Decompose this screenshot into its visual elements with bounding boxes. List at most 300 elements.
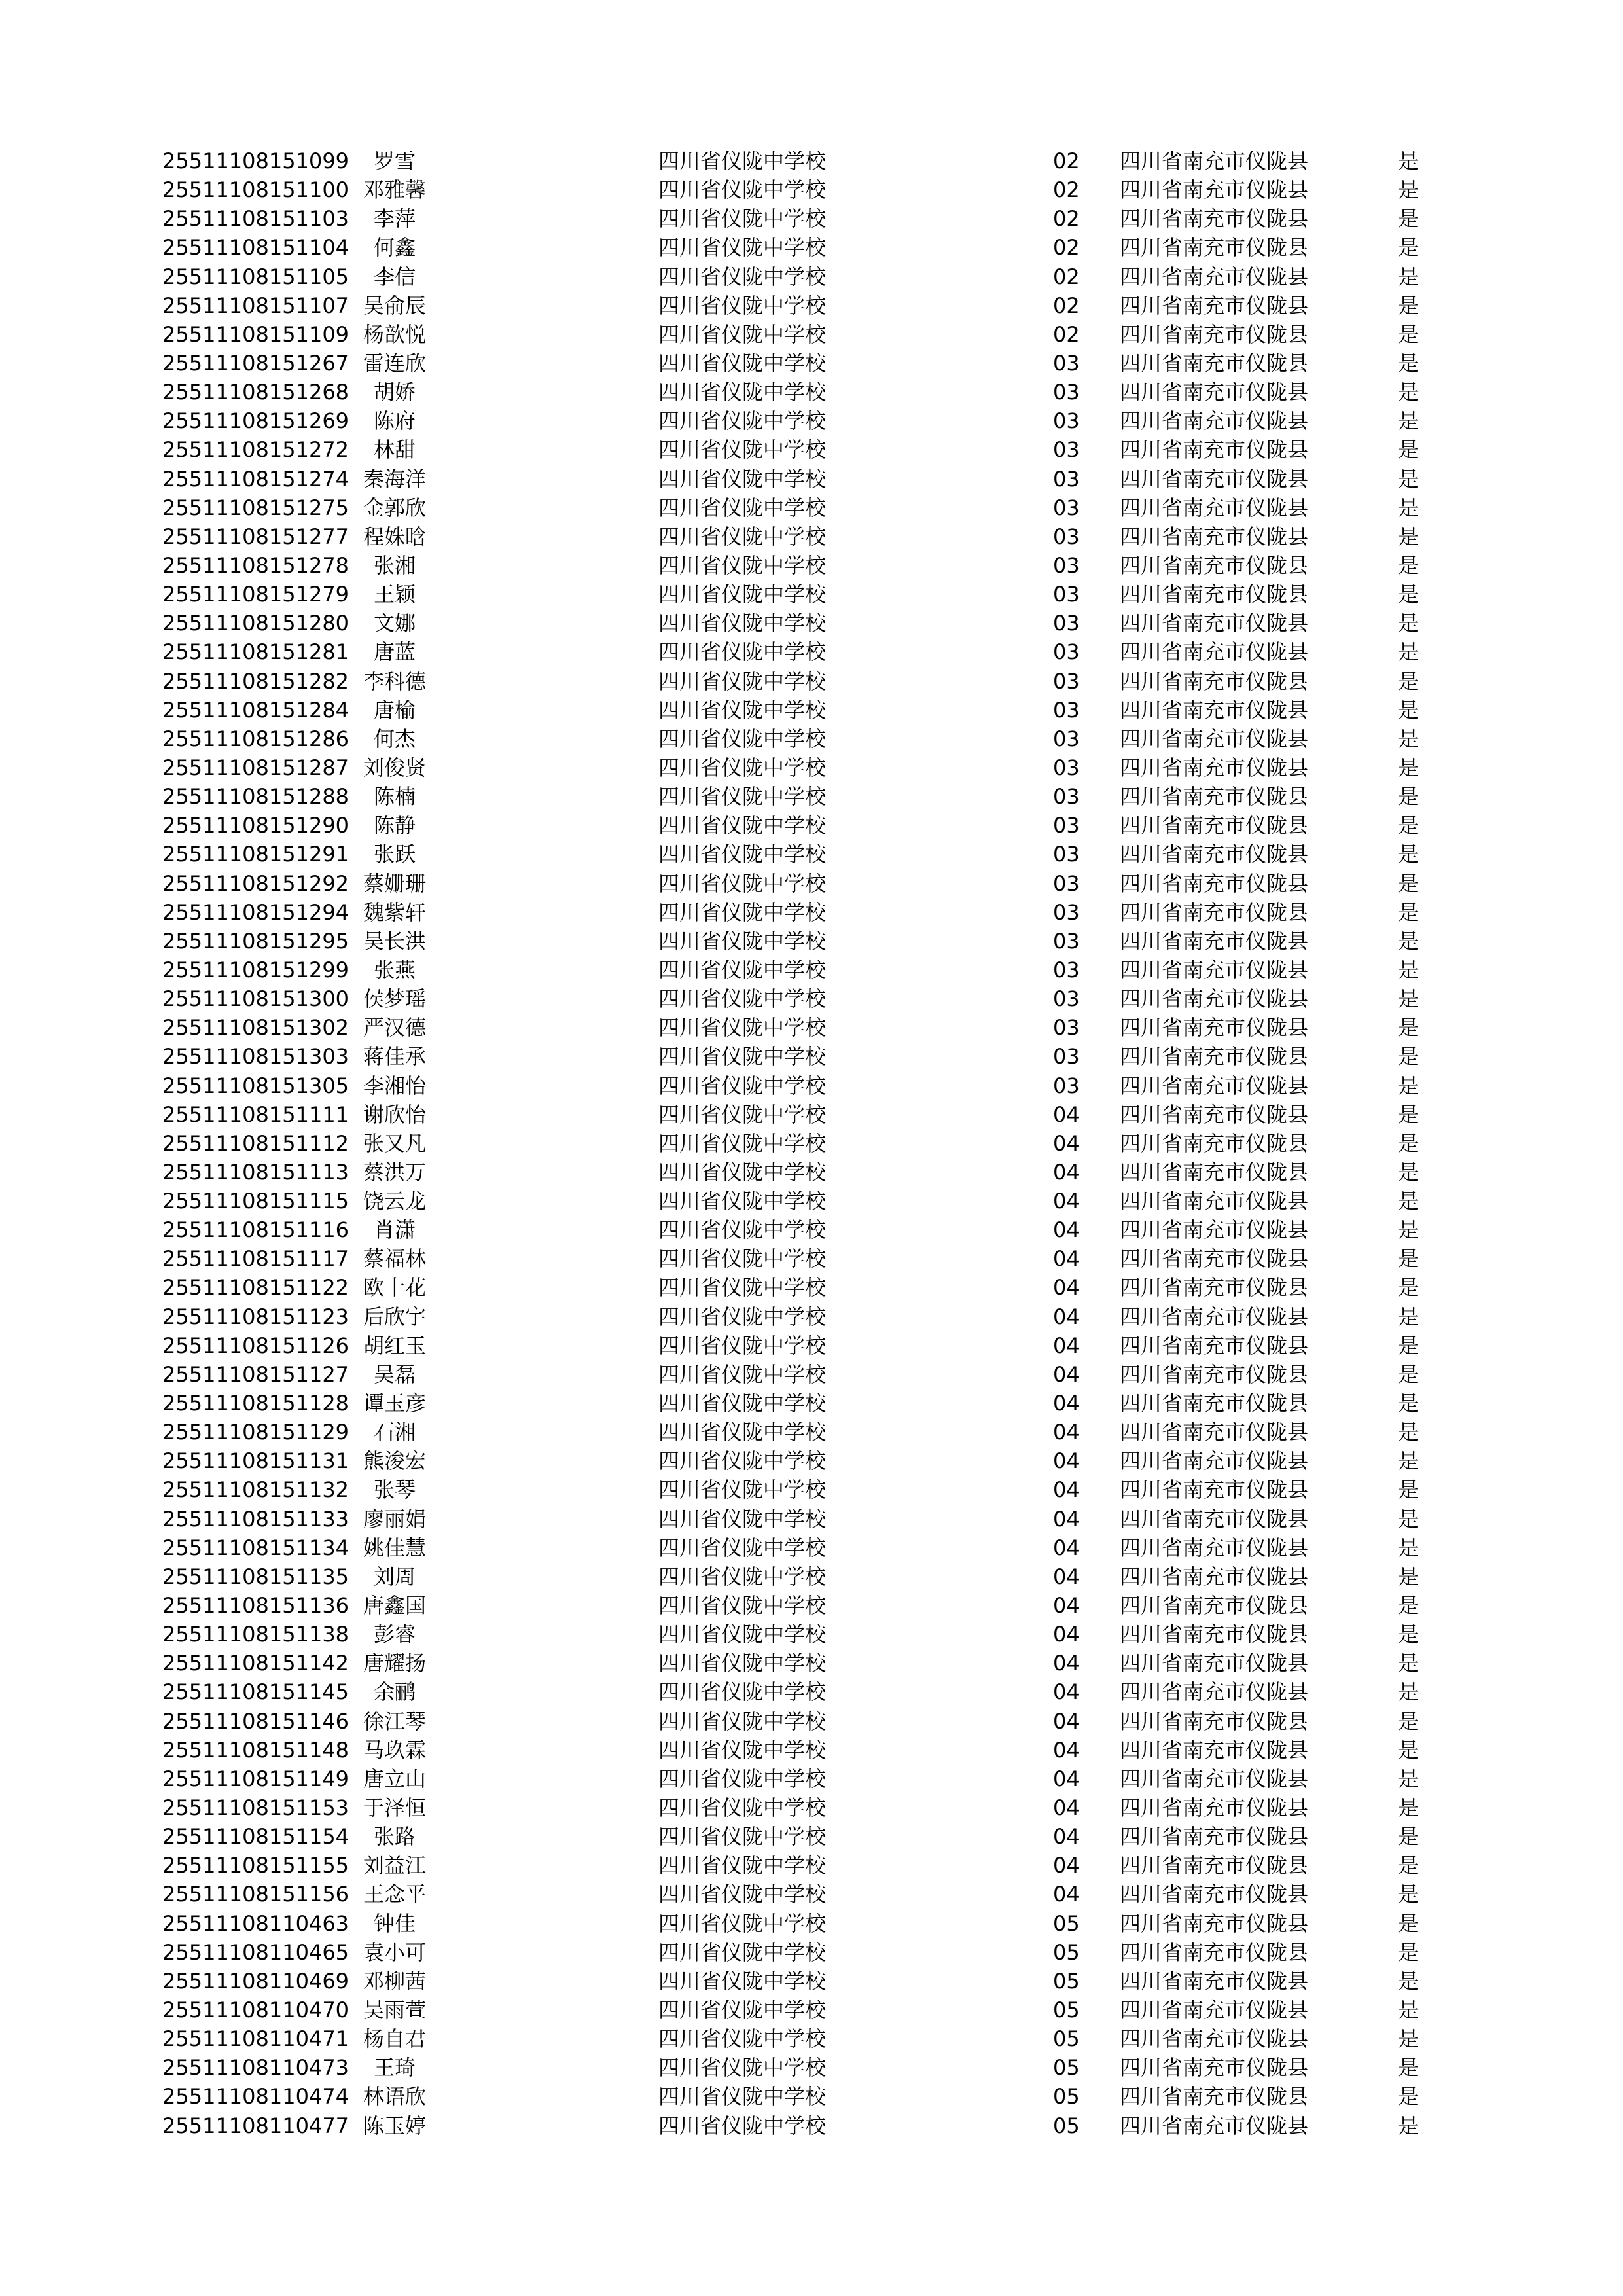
region-cell: 四川省南充市仪陇县 (1120, 1448, 1309, 1474)
region-cell: 四川省南充市仪陇县 (1120, 1853, 1309, 1878)
class-cell: 03 (1053, 466, 1080, 492)
region-cell: 四川省南充市仪陇县 (1120, 408, 1309, 434)
school-cell: 四川省仪陇中学校 (658, 408, 827, 434)
exam-number-cell: 25511108151279 (162, 582, 349, 607)
region-cell: 四川省南充市仪陇县 (1120, 1044, 1309, 1069)
table-row (162, 435, 1471, 464)
student-name-cell: 文娜 (373, 611, 416, 636)
flag-cell: 是 (1398, 466, 1419, 492)
exam-number-cell: 25511108151127 (162, 1361, 349, 1387)
flag-cell: 是 (1398, 1275, 1419, 1300)
exam-number-cell: 25511108151300 (162, 986, 349, 1012)
student-name-cell: 吴长洪 (363, 928, 426, 954)
table-row (162, 1649, 1471, 1677)
flag-cell: 是 (1398, 2084, 1419, 2109)
exam-number-cell: 25511108151113 (162, 1159, 349, 1185)
school-cell: 四川省仪陇中学校 (658, 235, 827, 260)
region-cell: 四川省南充市仪陇县 (1120, 177, 1309, 203)
student-name-cell: 金郭欣 (363, 495, 426, 520)
exam-number-cell: 25511108151299 (162, 957, 349, 982)
table-row (162, 204, 1471, 233)
student-name-cell: 李信 (373, 264, 416, 289)
table-row (162, 1736, 1471, 1765)
school-cell: 四川省仪陇中学校 (658, 755, 827, 780)
table-row (162, 1967, 1471, 1996)
exam-number-cell: 25511108151295 (162, 928, 349, 954)
table-row (162, 1244, 1471, 1273)
school-cell: 四川省仪陇中学校 (658, 1361, 827, 1387)
school-cell: 四川省仪陇中学校 (658, 668, 827, 694)
flag-cell: 是 (1398, 1102, 1419, 1127)
exam-number-cell: 25511108151146 (162, 1708, 349, 1734)
flag-cell: 是 (1398, 1506, 1419, 1532)
flag-cell: 是 (1398, 524, 1419, 549)
class-cell: 03 (1053, 1044, 1080, 1069)
student-name-cell: 钟佳 (373, 1910, 416, 1936)
class-cell: 05 (1053, 1998, 1080, 2022)
student-name-cell: 王念平 (363, 1882, 426, 1907)
school-cell: 四川省仪陇中学校 (658, 1102, 827, 1127)
table-row (162, 1996, 1471, 2024)
student-name-cell: 刘俊贤 (363, 755, 426, 780)
school-cell: 四川省仪陇中学校 (658, 264, 827, 289)
school-cell: 四川省仪陇中学校 (658, 1795, 827, 1821)
school-cell: 四川省仪陇中学校 (658, 1304, 827, 1329)
exam-number-cell: 25511108151126 (162, 1333, 349, 1358)
flag-cell: 是 (1398, 1361, 1419, 1387)
class-cell: 04 (1053, 1477, 1080, 1503)
exam-number-cell: 25511108151109 (162, 321, 349, 347)
school-cell: 四川省仪陇中学校 (658, 1477, 827, 1503)
school-cell: 四川省仪陇中学校 (658, 899, 827, 925)
class-cell: 04 (1053, 1217, 1080, 1243)
table-row (162, 1765, 1471, 1793)
student-name-cell: 李科德 (363, 668, 426, 694)
exam-number-cell: 25511108151138 (162, 1622, 349, 1647)
student-name-cell: 肖潇 (373, 1217, 416, 1243)
table-row (162, 869, 1471, 898)
student-name-cell: 彭睿 (373, 1622, 416, 1647)
class-cell: 03 (1053, 842, 1080, 867)
class-cell: 04 (1053, 1679, 1080, 1705)
class-cell: 03 (1053, 495, 1080, 520)
student-name-cell: 饶云龙 (363, 1189, 426, 1214)
student-name-cell: 何鑫 (373, 235, 416, 260)
flag-cell: 是 (1398, 1622, 1419, 1647)
class-cell: 04 (1053, 1506, 1080, 1532)
student-name-cell: 张湘 (373, 552, 416, 578)
student-name-cell: 侯梦瑶 (363, 986, 426, 1012)
school-cell: 四川省仪陇中学校 (658, 611, 827, 636)
region-cell: 四川省南充市仪陇县 (1120, 2084, 1309, 2109)
class-cell: 03 (1053, 784, 1080, 810)
class-cell: 05 (1053, 2084, 1080, 2109)
table-row (162, 1215, 1471, 1244)
exam-number-cell: 25511108151278 (162, 552, 349, 578)
class-cell: 04 (1053, 1361, 1080, 1387)
exam-number-cell: 25511108151282 (162, 668, 349, 694)
table-row (162, 580, 1471, 609)
region-cell: 四川省南充市仪陇县 (1120, 639, 1309, 665)
table-row (162, 1851, 1471, 1880)
exam-number-cell: 25511108151284 (162, 697, 349, 723)
school-cell: 四川省仪陇中学校 (658, 1448, 827, 1474)
table-row (162, 956, 1471, 984)
class-cell: 04 (1053, 1189, 1080, 1214)
region-cell: 四川省南充市仪陇县 (1120, 437, 1309, 463)
table-row (162, 1158, 1471, 1187)
student-name-cell: 吴雨萱 (363, 1998, 426, 2022)
region-cell: 四川省南充市仪陇县 (1120, 697, 1309, 723)
class-cell: 04 (1053, 1766, 1080, 1791)
region-cell: 四川省南充市仪陇县 (1120, 755, 1309, 780)
region-cell: 四川省南充市仪陇县 (1120, 1708, 1309, 1734)
region-cell: 四川省南充市仪陇县 (1120, 1910, 1309, 1936)
student-name-cell: 张路 (373, 1824, 416, 1850)
exam-number-cell: 25511108110473 (162, 2055, 349, 2081)
region-cell: 四川省南充市仪陇县 (1120, 870, 1309, 896)
school-cell: 四川省仪陇中学校 (658, 1044, 827, 1069)
flag-cell: 是 (1398, 1968, 1419, 1994)
exam-number-cell: 25511108151153 (162, 1795, 349, 1821)
region-cell: 四川省南充市仪陇县 (1120, 1593, 1309, 1619)
class-cell: 04 (1053, 1824, 1080, 1850)
class-cell: 04 (1053, 1795, 1080, 1821)
student-name-cell: 严汉德 (363, 1015, 426, 1041)
table-row (162, 1707, 1471, 1736)
school-cell: 四川省仪陇中学校 (658, 726, 827, 751)
class-cell: 03 (1053, 1073, 1080, 1098)
region-cell: 四川省南充市仪陇县 (1120, 986, 1309, 1012)
exam-number-cell: 25511108110477 (162, 2113, 349, 2138)
flag-cell: 是 (1398, 1130, 1419, 1156)
table-row (162, 667, 1471, 696)
exam-number-cell: 25511108151149 (162, 1766, 349, 1791)
school-cell: 四川省仪陇中学校 (658, 2026, 827, 2052)
flag-cell: 是 (1398, 2055, 1419, 2081)
exam-number-cell: 25511108151099 (162, 149, 349, 173)
flag-cell: 是 (1398, 928, 1419, 954)
flag-cell: 是 (1398, 1766, 1419, 1791)
student-name-cell: 张燕 (373, 957, 416, 982)
region-cell: 四川省南充市仪陇县 (1120, 235, 1309, 260)
region-cell: 四川省南充市仪陇县 (1120, 1882, 1309, 1907)
exam-number-cell: 25511108151286 (162, 726, 349, 751)
student-list-table (162, 147, 1471, 2140)
table-row (162, 782, 1471, 811)
exam-number-cell: 25511108151281 (162, 639, 349, 665)
class-cell: 04 (1053, 1420, 1080, 1445)
table-row (162, 1880, 1471, 1909)
exam-number-cell: 25511108151122 (162, 1275, 349, 1300)
flag-cell: 是 (1398, 1535, 1419, 1560)
school-cell: 四川省仪陇中学校 (658, 1679, 827, 1705)
student-name-cell: 谭玉彦 (363, 1391, 426, 1416)
region-cell: 四川省南充市仪陇县 (1120, 206, 1309, 232)
student-name-cell: 蔡洪万 (363, 1159, 426, 1185)
flag-cell: 是 (1398, 1217, 1419, 1243)
student-name-cell: 廖丽娟 (363, 1506, 426, 1532)
class-cell: 05 (1053, 2055, 1080, 2081)
region-cell: 四川省南充市仪陇县 (1120, 1968, 1309, 1994)
class-cell: 03 (1053, 957, 1080, 982)
student-name-cell: 蔡姗珊 (363, 870, 426, 896)
region-cell: 四川省南充市仪陇县 (1120, 726, 1309, 751)
table-row (162, 1677, 1471, 1706)
exam-number-cell: 25511108110470 (162, 1998, 349, 2022)
table-row (162, 753, 1471, 782)
exam-number-cell: 25511108151277 (162, 524, 349, 549)
flag-cell: 是 (1398, 726, 1419, 751)
region-cell: 四川省南充市仪陇县 (1120, 2055, 1309, 2081)
flag-cell: 是 (1398, 1420, 1419, 1445)
class-cell: 04 (1053, 1304, 1080, 1329)
class-cell: 03 (1053, 639, 1080, 665)
region-cell: 四川省南充市仪陇县 (1120, 1275, 1309, 1300)
table-row (162, 1418, 1471, 1446)
region-cell: 四川省南充市仪陇县 (1120, 1217, 1309, 1243)
class-cell: 03 (1053, 380, 1080, 405)
table-row (162, 984, 1471, 1013)
student-name-cell: 刘益江 (363, 1853, 426, 1878)
exam-number-cell: 25511108151148 (162, 1737, 349, 1763)
exam-number-cell: 25511108151112 (162, 1130, 349, 1156)
school-cell: 四川省仪陇中学校 (658, 293, 827, 318)
school-cell: 四川省仪陇中学校 (658, 582, 827, 607)
region-cell: 四川省南充市仪陇县 (1120, 1073, 1309, 1098)
table-row (162, 898, 1471, 927)
flag-cell: 是 (1398, 1015, 1419, 1041)
exam-number-cell: 25511108151280 (162, 611, 349, 636)
class-cell: 05 (1053, 1939, 1080, 1965)
flag-cell: 是 (1398, 1853, 1419, 1878)
class-cell: 04 (1053, 1102, 1080, 1127)
school-cell: 四川省仪陇中学校 (658, 552, 827, 578)
student-name-cell: 陈府 (373, 408, 416, 434)
flag-cell: 是 (1398, 813, 1419, 838)
region-cell: 四川省南充市仪陇县 (1120, 1679, 1309, 1705)
school-cell: 四川省仪陇中学校 (658, 1939, 827, 1965)
class-cell: 03 (1053, 524, 1080, 549)
flag-cell: 是 (1398, 1044, 1419, 1069)
student-name-cell: 王琦 (373, 2055, 416, 2081)
class-cell: 03 (1053, 408, 1080, 434)
student-name-cell: 吴磊 (373, 1361, 416, 1387)
school-cell: 四川省仪陇中学校 (658, 1159, 827, 1185)
region-cell: 四川省南充市仪陇县 (1120, 2113, 1309, 2138)
student-name-cell: 邓柳茜 (363, 1968, 426, 1994)
school-cell: 四川省仪陇中学校 (658, 813, 827, 838)
flag-cell: 是 (1398, 1795, 1419, 1821)
exam-number-cell: 25511108151105 (162, 264, 349, 289)
student-name-cell: 蔡福林 (363, 1246, 426, 1272)
flag-cell: 是 (1398, 1998, 1419, 2022)
region-cell: 四川省南充市仪陇县 (1120, 380, 1309, 405)
flag-cell: 是 (1398, 1593, 1419, 1619)
school-cell: 四川省仪陇中学校 (658, 2084, 827, 2109)
exam-number-cell: 25511108151303 (162, 1044, 349, 1069)
region-cell: 四川省南充市仪陇县 (1120, 1998, 1309, 2022)
region-cell: 四川省南充市仪陇县 (1120, 1391, 1309, 1416)
student-name-cell: 徐江琴 (363, 1708, 426, 1734)
table-row (162, 696, 1471, 725)
school-cell: 四川省仪陇中学校 (658, 1593, 827, 1619)
class-cell: 02 (1053, 149, 1080, 173)
region-cell: 四川省南充市仪陇县 (1120, 1159, 1309, 1185)
table-row (162, 349, 1471, 378)
school-cell: 四川省仪陇中学校 (658, 1708, 827, 1734)
exam-number-cell: 25511108151116 (162, 1217, 349, 1243)
flag-cell: 是 (1398, 611, 1419, 636)
class-cell: 04 (1053, 1622, 1080, 1647)
school-cell: 四川省仪陇中学校 (658, 928, 827, 954)
student-name-cell: 林语欣 (363, 2084, 426, 2109)
flag-cell: 是 (1398, 1651, 1419, 1676)
school-cell: 四川省仪陇中学校 (658, 1535, 827, 1560)
class-cell: 04 (1053, 1159, 1080, 1185)
table-row (162, 1620, 1471, 1649)
school-cell: 四川省仪陇中学校 (658, 1824, 827, 1850)
class-cell: 02 (1053, 264, 1080, 289)
student-name-cell: 刘周 (373, 1564, 416, 1589)
school-cell: 四川省仪陇中学校 (658, 957, 827, 982)
student-name-cell: 秦海洋 (363, 466, 426, 492)
exam-number-cell: 25511108151288 (162, 784, 349, 810)
region-cell: 四川省南充市仪陇县 (1120, 1795, 1309, 1821)
class-cell: 02 (1053, 235, 1080, 260)
exam-number-cell: 25511108151291 (162, 842, 349, 867)
exam-number-cell: 25511108110474 (162, 2084, 349, 2109)
exam-number-cell: 25511108110471 (162, 2026, 349, 2052)
table-row (162, 406, 1471, 435)
student-name-cell: 余鹂 (373, 1679, 416, 1705)
region-cell: 四川省南充市仪陇县 (1120, 1015, 1309, 1041)
school-cell: 四川省仪陇中学校 (658, 177, 827, 203)
class-cell: 04 (1053, 1651, 1080, 1676)
exam-number-cell: 25511108151131 (162, 1448, 349, 1474)
exam-number-cell: 25511108151272 (162, 437, 349, 463)
region-cell: 四川省南充市仪陇县 (1120, 813, 1309, 838)
class-cell: 05 (1053, 2113, 1080, 2138)
school-cell: 四川省仪陇中学校 (658, 870, 827, 896)
region-cell: 四川省南充市仪陇县 (1120, 928, 1309, 954)
flag-cell: 是 (1398, 1448, 1419, 1474)
flag-cell: 是 (1398, 899, 1419, 925)
exam-number-cell: 25511108151267 (162, 350, 349, 376)
student-name-cell: 欧十花 (363, 1275, 426, 1300)
student-name-cell: 姚佳慧 (363, 1535, 426, 1560)
flag-cell: 是 (1398, 639, 1419, 665)
class-cell: 04 (1053, 1391, 1080, 1416)
flag-cell: 是 (1398, 264, 1419, 289)
student-name-cell: 邓雅馨 (363, 177, 426, 203)
school-cell: 四川省仪陇中学校 (658, 639, 827, 665)
flag-cell: 是 (1398, 437, 1419, 463)
table-row (162, 465, 1471, 493)
table-row (162, 2053, 1471, 2082)
region-cell: 四川省南充市仪陇县 (1120, 784, 1309, 810)
school-cell: 四川省仪陇中学校 (658, 1968, 827, 1994)
student-name-cell: 唐立山 (363, 1766, 426, 1791)
school-cell: 四川省仪陇中学校 (658, 1189, 827, 1214)
student-name-cell: 后欣宇 (363, 1304, 426, 1329)
exam-number-cell: 25511108151154 (162, 1824, 349, 1850)
class-cell: 03 (1053, 870, 1080, 896)
school-cell: 四川省仪陇中学校 (658, 1217, 827, 1243)
student-name-cell: 唐蓝 (373, 639, 416, 665)
class-cell: 03 (1053, 726, 1080, 751)
exam-number-cell: 25511108151268 (162, 380, 349, 405)
school-cell: 四川省仪陇中学校 (658, 206, 827, 232)
flag-cell: 是 (1398, 380, 1419, 405)
flag-cell: 是 (1398, 149, 1419, 173)
region-cell: 四川省南充市仪陇县 (1120, 1535, 1309, 1560)
flag-cell: 是 (1398, 986, 1419, 1012)
exam-number-cell: 25511108151115 (162, 1189, 349, 1214)
region-cell: 四川省南充市仪陇县 (1120, 1622, 1309, 1647)
flag-cell: 是 (1398, 1824, 1419, 1850)
region-cell: 四川省南充市仪陇县 (1120, 293, 1309, 318)
school-cell: 四川省仪陇中学校 (658, 149, 827, 173)
region-cell: 四川省南充市仪陇县 (1120, 582, 1309, 607)
flag-cell: 是 (1398, 235, 1419, 260)
student-name-cell: 陈玉婷 (363, 2113, 426, 2138)
table-row (162, 2111, 1471, 2140)
student-name-cell: 熊浚宏 (363, 1448, 426, 1474)
class-cell: 04 (1053, 1448, 1080, 1474)
exam-number-cell: 25511108151305 (162, 1073, 349, 1098)
student-name-cell: 程姝晗 (363, 524, 426, 549)
student-name-cell: 何杰 (373, 726, 416, 751)
class-cell: 03 (1053, 813, 1080, 838)
table-row (162, 1534, 1471, 1562)
flag-cell: 是 (1398, 1333, 1419, 1358)
flag-cell: 是 (1398, 1564, 1419, 1589)
class-cell: 03 (1053, 350, 1080, 376)
table-row (162, 551, 1471, 580)
table-row (162, 811, 1471, 840)
exam-number-cell: 25511108151103 (162, 206, 349, 232)
region-cell: 四川省南充市仪陇县 (1120, 957, 1309, 982)
exam-number-cell: 25511108151129 (162, 1420, 349, 1445)
region-cell: 四川省南充市仪陇县 (1120, 495, 1309, 520)
class-cell: 03 (1053, 552, 1080, 578)
flag-cell: 是 (1398, 1073, 1419, 1098)
table-row (162, 147, 1471, 175)
school-cell: 四川省仪陇中学校 (658, 1333, 827, 1358)
flag-cell: 是 (1398, 321, 1419, 347)
table-row (162, 927, 1471, 956)
table-row (162, 1273, 1471, 1302)
table-row (162, 637, 1471, 666)
table-row (162, 233, 1471, 262)
class-cell: 04 (1053, 1246, 1080, 1272)
student-name-cell: 杨歆悦 (363, 321, 426, 347)
exam-number-cell: 25511108151100 (162, 177, 349, 203)
student-name-cell: 蒋佳承 (363, 1044, 426, 1069)
region-cell: 四川省南充市仪陇县 (1120, 1420, 1309, 1445)
school-cell: 四川省仪陇中学校 (658, 1882, 827, 1907)
table-row (162, 609, 1471, 637)
class-cell: 04 (1053, 1708, 1080, 1734)
class-cell: 02 (1053, 206, 1080, 232)
region-cell: 四川省南充市仪陇县 (1120, 1130, 1309, 1156)
school-cell: 四川省仪陇中学校 (658, 1275, 827, 1300)
region-cell: 四川省南充市仪陇县 (1120, 350, 1309, 376)
exam-number-cell: 25511108151294 (162, 899, 349, 925)
region-cell: 四川省南充市仪陇县 (1120, 842, 1309, 867)
exam-number-cell: 25511108151132 (162, 1477, 349, 1503)
